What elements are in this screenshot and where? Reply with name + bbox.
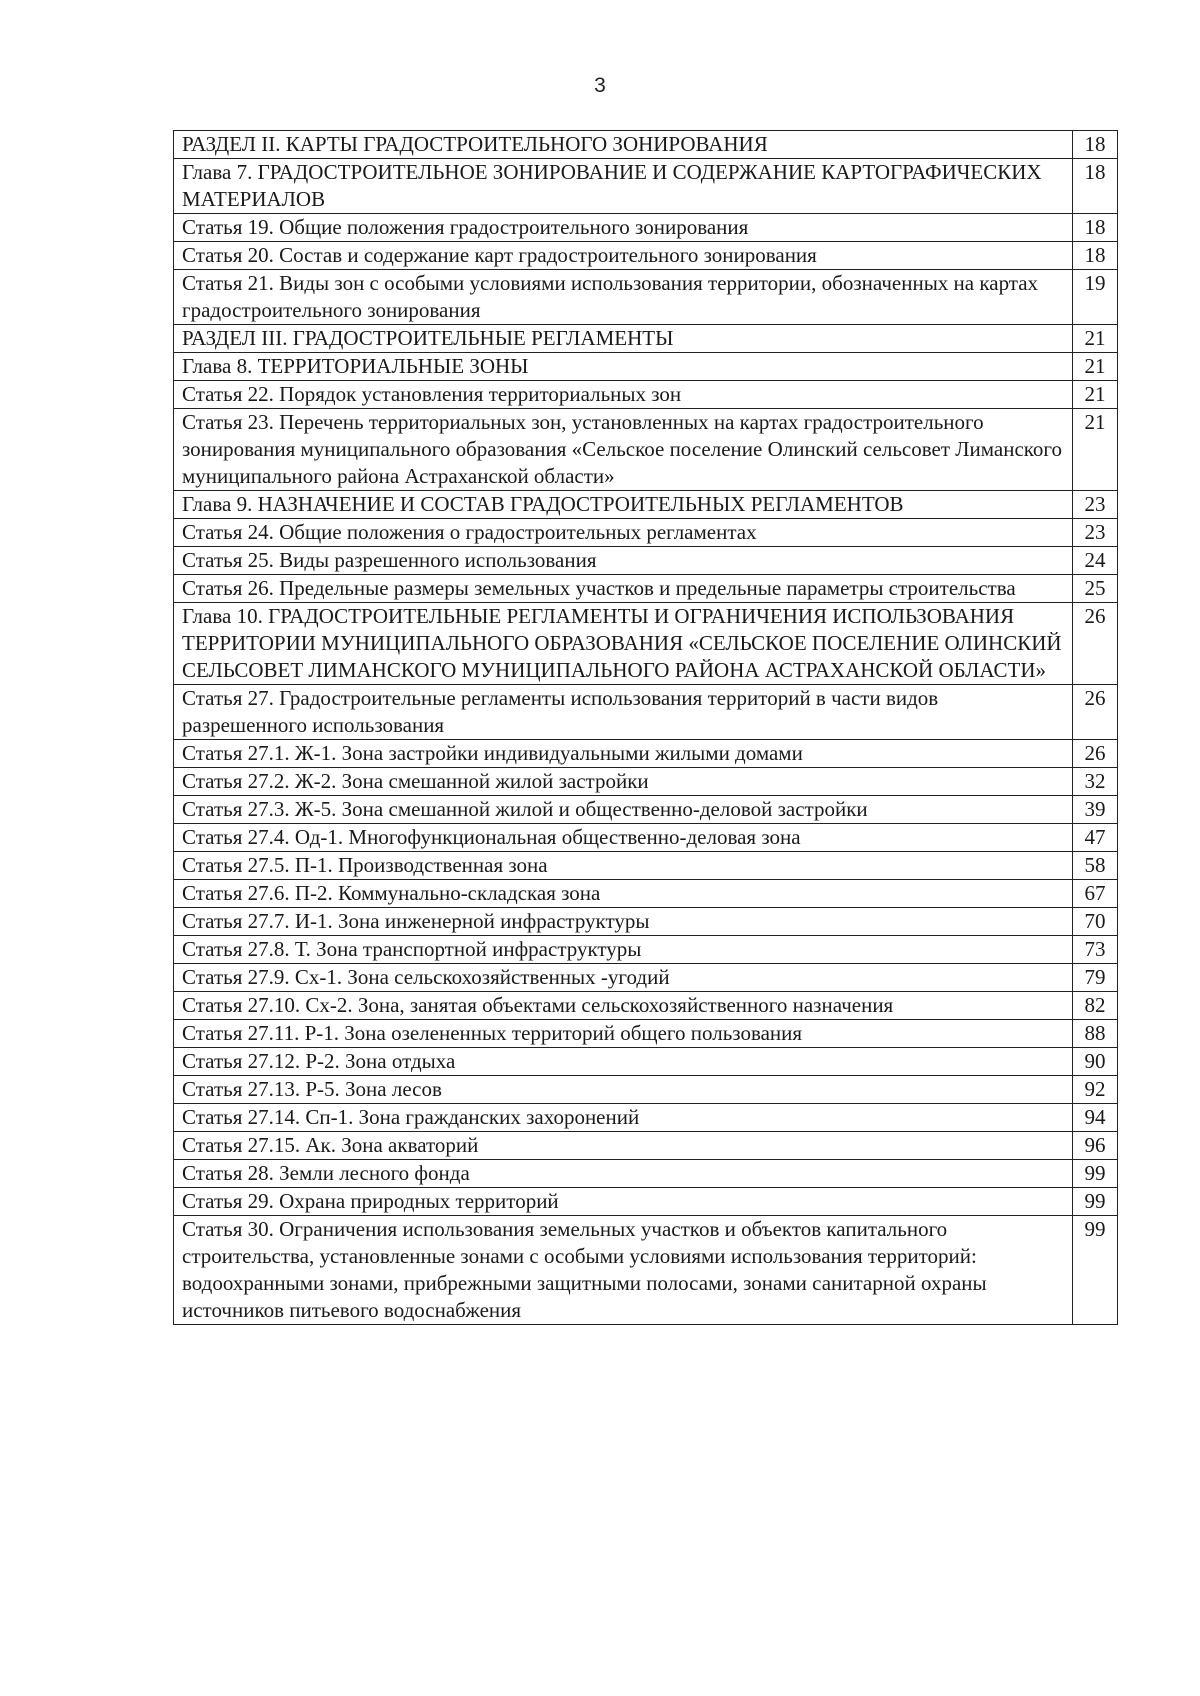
toc-entry-title: Статья 27.9. Сх-1. Зона сельскохозяйственных -угодий (174, 964, 1073, 992)
toc-entry-title: Статья 21. Виды зон с особыми условиями использования территории, обозначенных на картах градостроительного зонирования (174, 270, 1073, 325)
toc-entry-page: 73 (1073, 936, 1118, 964)
toc-row (174, 796, 1118, 824)
toc-entry-title: Глава 8. ТЕРРИТОРИАЛЬНЫЕ ЗОНЫ (174, 353, 1073, 381)
toc-entry-title: Статья 28. Земли лесного фонда (174, 1160, 1073, 1188)
toc-row (174, 964, 1118, 992)
toc-row (174, 824, 1118, 852)
toc-entry-page: 90 (1073, 1048, 1118, 1076)
toc-entry-page: 88 (1073, 1020, 1118, 1048)
toc-row (174, 270, 1118, 325)
toc-entry-title: Статья 30. Ограничения использования земельных участков и объектов капитального строительства, установленные зонами с особыми условиями использования территорий: водоохранными зонами, прибрежными защитными полосами, зонами санитарной охраны источников питьевого водоснабжения (174, 1216, 1073, 1325)
toc-entry-page: 26 (1073, 740, 1118, 768)
toc-row (174, 1104, 1118, 1132)
toc-entry-page: 18 (1073, 242, 1118, 270)
toc-entry-page: 70 (1073, 908, 1118, 936)
toc-entry-page: 99 (1073, 1188, 1118, 1216)
toc-entry-title: РАЗДЕЛ II. КАРТЫ ГРАДОСТРОИТЕЛЬНОГО ЗОНИРОВАНИЯ (174, 131, 1073, 159)
toc-row (174, 1160, 1118, 1188)
toc-row (174, 547, 1118, 575)
toc-row (174, 852, 1118, 880)
toc-entry-title: Статья 29. Охрана природных территорий (174, 1188, 1073, 1216)
toc-row (174, 159, 1118, 214)
toc-entry-title: Статья 27.11. Р-1. Зона озелененных территорий общего пользования (174, 1020, 1073, 1048)
toc-row (174, 1048, 1118, 1076)
toc-entry-title: Статья 27.14. Сп-1. Зона гражданских захоронений (174, 1104, 1073, 1132)
toc-entry-page: 19 (1073, 270, 1118, 325)
toc-entry-title: Глава 9. НАЗНАЧЕНИЕ И СОСТАВ ГРАДОСТРОИТЕЛЬНЫХ РЕГЛАМЕНТОВ (174, 491, 1073, 519)
toc-entry-title: Статья 27.15. Ак. Зона акваторий (174, 1132, 1073, 1160)
toc-row (174, 575, 1118, 603)
toc-entry-title: Глава 10. ГРАДОСТРОИТЕЛЬНЫЕ РЕГЛАМЕНТЫ И ОГРАНИЧЕНИЯ ИСПОЛЬЗОВАНИЯ ТЕРРИТОРИИ МУНИЦИПАЛЬНОГО ОБРАЗОВАНИЯ «СЕЛЬСКОЕ ПОСЕЛЕНИЕ ОЛИНСКИЙ СЕЛЬСОВЕТ ЛИМАНСКОГО МУНИЦИПАЛЬНОГО РАЙОНА АСТРАХАНСКОЙ ОБЛАСТИ» (174, 603, 1073, 685)
toc-entry-page: 24 (1073, 547, 1118, 575)
toc-entry-title: Статья 27.4. Од-1. Многофункциональная общественно-деловая зона (174, 824, 1073, 852)
toc-row (174, 1020, 1118, 1048)
toc-entry-page: 21 (1073, 353, 1118, 381)
toc-entry-page: 67 (1073, 880, 1118, 908)
toc-row (174, 491, 1118, 519)
toc-entry-page: 18 (1073, 214, 1118, 242)
toc-entry-title: Статья 27.1. Ж-1. Зона застройки индивидуальными жилыми домами (174, 740, 1073, 768)
toc-entry-page: 18 (1073, 131, 1118, 159)
toc-entry-title: Статья 19. Общие положения градостроительного зонирования (174, 214, 1073, 242)
toc-entry-page: 99 (1073, 1216, 1118, 1325)
toc-row (174, 1132, 1118, 1160)
toc-row (174, 936, 1118, 964)
toc-row (174, 214, 1118, 242)
toc-row (174, 992, 1118, 1020)
toc-entry-title: Статья 22. Порядок установления территориальных зон (174, 381, 1073, 409)
toc-entry-title: Статья 27.2. Ж-2. Зона смешанной жилой застройки (174, 768, 1073, 796)
toc-entry-page: 58 (1073, 852, 1118, 880)
toc-row (174, 242, 1118, 270)
toc-entry-page: 26 (1073, 603, 1118, 685)
toc-body (174, 131, 1118, 1325)
toc-entry-page: 21 (1073, 381, 1118, 409)
toc-row (174, 768, 1118, 796)
toc-row (174, 353, 1118, 381)
toc-entry-page: 94 (1073, 1104, 1118, 1132)
toc-entry-title: Статья 26. Предельные размеры земельных участков и предельные параметры строительства (174, 575, 1073, 603)
toc-entry-title: РАЗДЕЛ III. ГРАДОСТРОИТЕЛЬНЫЕ РЕГЛАМЕНТЫ (174, 325, 1073, 353)
toc-entry-page: 32 (1073, 768, 1118, 796)
toc-entry-title: Статья 27.3. Ж-5. Зона смешанной жилой и общественно-деловой застройки (174, 796, 1073, 824)
toc-entry-page: 96 (1073, 1132, 1118, 1160)
toc-entry-title: Статья 27. Градостроительные регламенты использования территорий в части видов разрешенного использования (174, 685, 1073, 740)
toc-entry-page: 26 (1073, 685, 1118, 740)
toc-row (174, 685, 1118, 740)
toc-entry-title: Статья 27.6. П-2. Коммунально-складская зона (174, 880, 1073, 908)
toc-entry-title: Статья 25. Виды разрешенного использования (174, 547, 1073, 575)
toc-entry-title: Статья 27.7. И-1. Зона инженерной инфраструктуры (174, 908, 1073, 936)
toc-entry-page: 47 (1073, 824, 1118, 852)
toc-entry-title: Статья 27.5. П-1. Производственная зона (174, 852, 1073, 880)
toc-entry-title: Статья 27.8. Т. Зона транспортной инфраструктуры (174, 936, 1073, 964)
toc-row (174, 1216, 1118, 1325)
toc-entry-page: 92 (1073, 1076, 1118, 1104)
toc-row (174, 131, 1118, 159)
table-of-contents (173, 130, 1118, 1325)
toc-entry-title: Глава 7. ГРАДОСТРОИТЕЛЬНОЕ ЗОНИРОВАНИЕ И СОДЕРЖАНИЕ КАРТОГРАФИЧЕСКИХ МАТЕРИАЛОВ (174, 159, 1073, 214)
toc-entry-page: 23 (1073, 519, 1118, 547)
toc-row (174, 381, 1118, 409)
toc-row (174, 908, 1118, 936)
toc-row (174, 409, 1118, 491)
toc-entry-page: 82 (1073, 992, 1118, 1020)
toc-entry-title: Статья 20. Состав и содержание карт градостроительного зонирования (174, 242, 1073, 270)
toc-row (174, 740, 1118, 768)
toc-entry-page: 23 (1073, 491, 1118, 519)
toc-entry-page: 39 (1073, 796, 1118, 824)
toc-row (174, 1076, 1118, 1104)
toc-entry-title: Статья 27.13. Р-5. Зона лесов (174, 1076, 1073, 1104)
toc-entry-page: 99 (1073, 1160, 1118, 1188)
toc-entry-page: 79 (1073, 964, 1118, 992)
toc-entry-page: 21 (1073, 325, 1118, 353)
toc-row (174, 880, 1118, 908)
toc-entry-page: 18 (1073, 159, 1118, 214)
toc-row (174, 1188, 1118, 1216)
toc-entry-page: 25 (1073, 575, 1118, 603)
toc-entry-title: Статья 23. Перечень территориальных зон, установленных на картах градостроительного зонирования муниципального образования «Сельское поселение Олинский сельсовет Лиманского муниципального района Астраханской области» (174, 409, 1073, 491)
toc-row (174, 519, 1118, 547)
toc-row (174, 325, 1118, 353)
toc-entry-title: Статья 27.12. Р-2. Зона отдыха (174, 1048, 1073, 1076)
toc-entry-title: Статья 24. Общие положения о градостроительных регламентах (174, 519, 1073, 547)
toc-row (174, 603, 1118, 685)
toc-entry-page: 21 (1073, 409, 1118, 491)
toc-entry-title: Статья 27.10. Сх-2. Зона, занятая объектами сельскохозяйственного назначения (174, 992, 1073, 1020)
page-number: 3 (594, 74, 606, 97)
